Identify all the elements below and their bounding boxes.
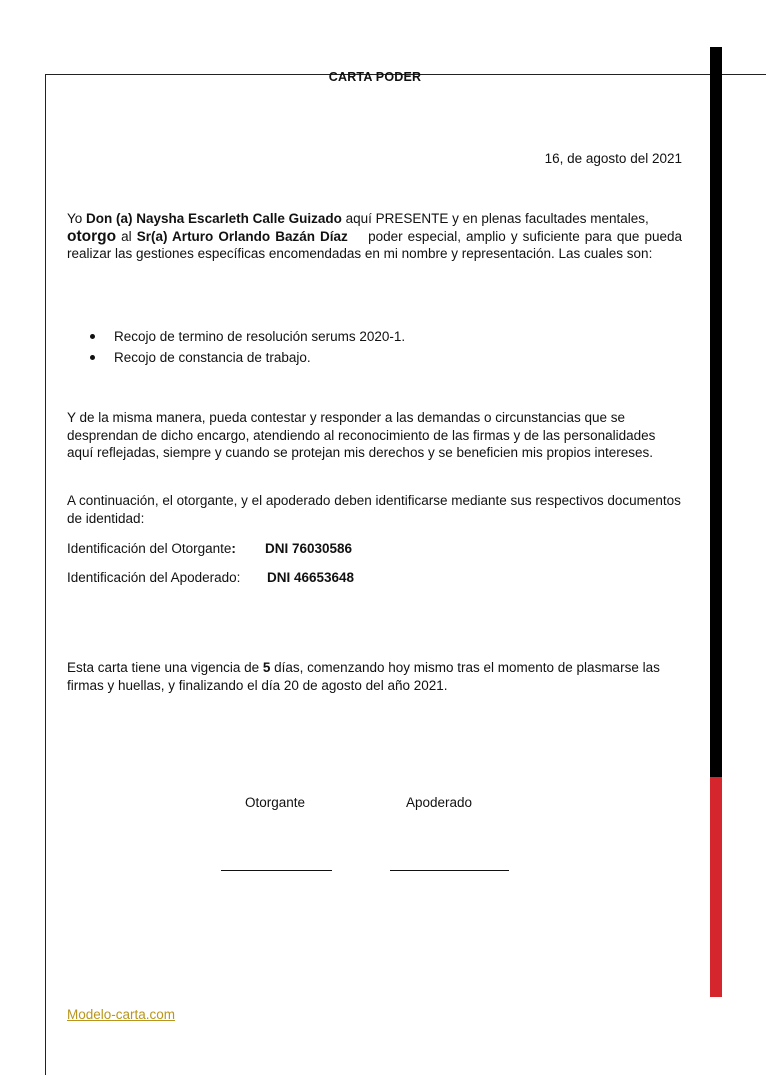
agent-signature-label: Apoderado (406, 795, 473, 810)
list-item (90, 328, 405, 349)
identify-paragraph: A continuación, el otorgante, y el apoderado deben identificarse mediante sus respectivos documentos de identidad: (67, 493, 681, 526)
agent-name: Sr(a) Arturo Orlando Bazán Díaz (136, 228, 348, 244)
document-date: 16, de agosto del 2021 (544, 151, 682, 166)
document-title: CARTA PODER (328, 70, 422, 84)
bullet-icon (90, 334, 95, 339)
side-bar-black (710, 47, 722, 777)
agent-signature-line (390, 856, 509, 871)
validity-text-2: días, comenzando hoy mismo tras el momento de plasmarse las firmas y huellas, y finalizando el día 20 de agosto del año 2021. (67, 660, 660, 693)
intro-text-1: Yo (67, 211, 87, 226)
side-bar-red (710, 777, 722, 997)
grantor-id-value: DNI 76030586 (265, 541, 353, 556)
grantor-id-colon: : (231, 541, 236, 556)
grantor-id-label: Identificación del Otorgante (67, 541, 232, 556)
grantor-id-row (67, 541, 236, 556)
task-text: Recojo de termino de resolución serums 2020-1. (114, 329, 406, 344)
validity-days: 5 (262, 660, 271, 675)
intro-text-2: aquí PRESENTE y en plenas facultades mentales, (341, 211, 649, 226)
bullet-icon (90, 355, 95, 360)
agent-id-value: DNI 46653648 (267, 570, 355, 585)
grantor-signature-line (221, 856, 332, 871)
list-item (90, 349, 405, 370)
validity-paragraph (67, 659, 682, 694)
task-list (90, 328, 405, 370)
scope-paragraph: Y de la misma manera, pueda contestar y responder a las demandas o circunstancias que se desprendan de dicho encargo, atendiendo al reconocimiento de las firmas y de las personalidades aquí reflejadas, siempre y cuando se protejan mis derechos y se beneficien mis propios intereses. (67, 410, 656, 460)
agent-id-label: Identificación del Apoderado: (67, 570, 241, 585)
grantor-name: Don (a) Naysha Escarleth Calle Guizado (86, 211, 342, 226)
validity-text-1: Esta carta tiene una vigencia de (67, 660, 263, 675)
grantor-signature-label: Otorgante (245, 795, 306, 810)
intro-text-3: al (116, 228, 137, 244)
footer-link[interactable]: Modelo-carta.com (67, 1007, 176, 1022)
intro-paragraph (67, 210, 686, 263)
grant-word: otorgo (67, 227, 117, 245)
intro-text-4: poder especial, amplio y suficiente para que pueda realizar las gestiones específicas encomendadas en mi nombre y representación. Las cuales son: (67, 228, 686, 261)
task-text: Recojo de constancia de trabajo. (114, 350, 311, 365)
